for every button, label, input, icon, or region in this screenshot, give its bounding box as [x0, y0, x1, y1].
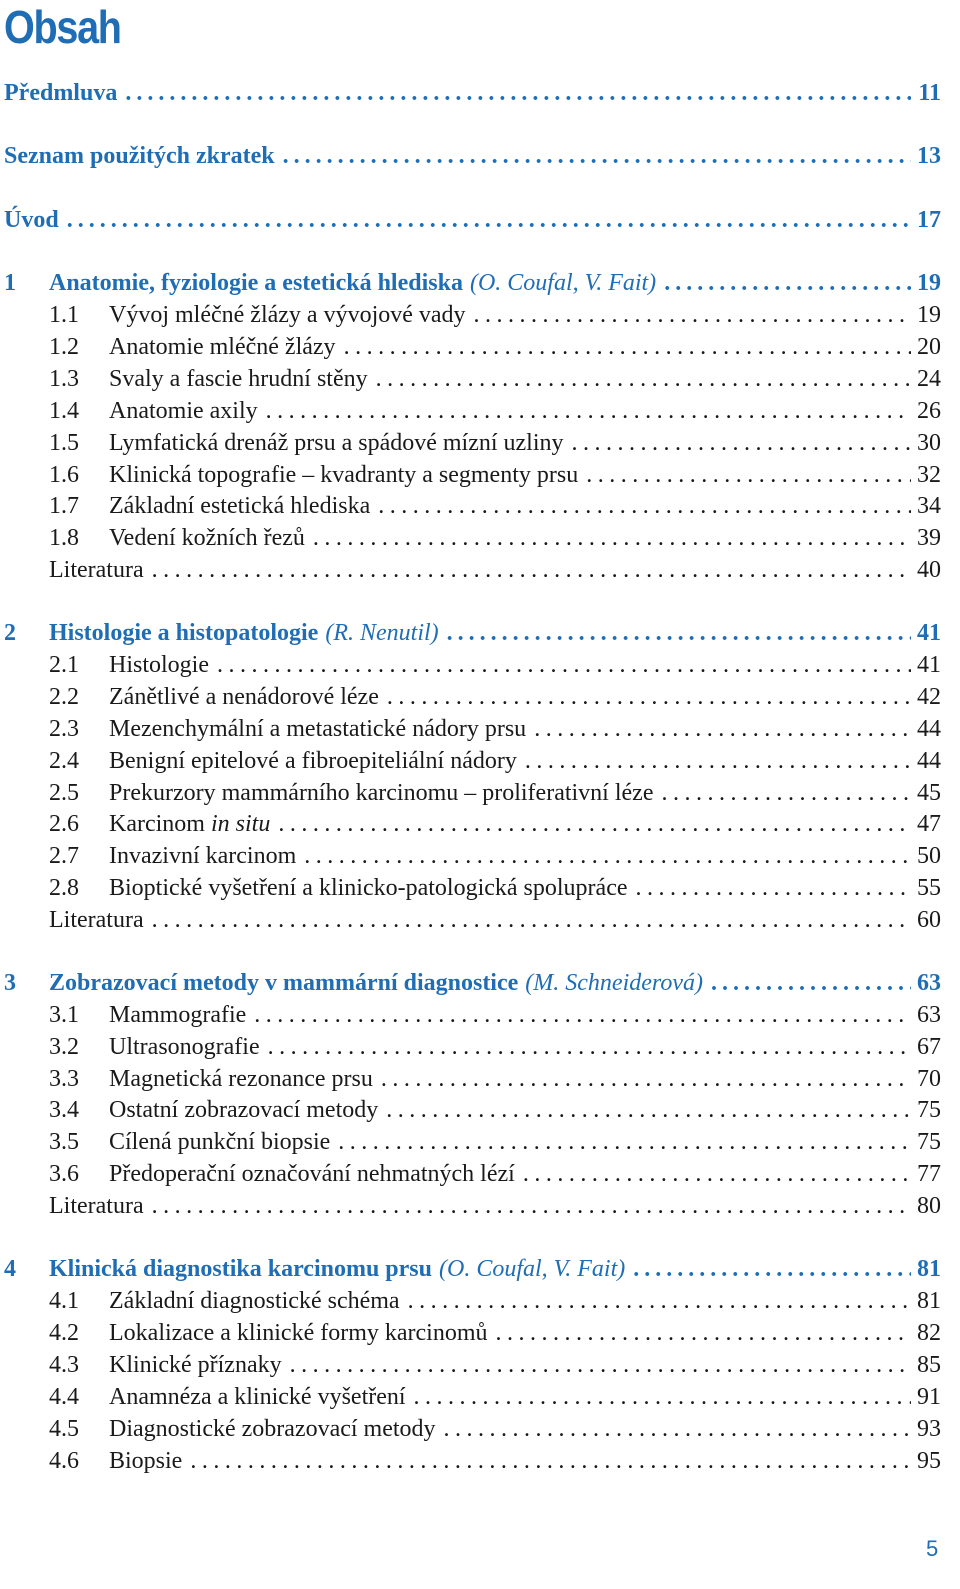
dot-leader — [268, 1032, 911, 1062]
toc-entry-chapter[interactable] — [4, 618, 941, 648]
dot-leader — [381, 1064, 911, 1094]
entry-title: Svaly a fascie hrudní stěny — [109, 366, 368, 392]
dot-leader — [152, 905, 911, 935]
toc-entry-lit[interactable] — [4, 555, 941, 585]
toc-entry-section[interactable] — [4, 682, 941, 712]
dot-leader — [387, 682, 911, 712]
dot-leader — [304, 841, 911, 871]
dot-leader — [408, 1286, 911, 1316]
dot-leader — [386, 1095, 911, 1125]
toc-entry-section[interactable] — [4, 1127, 941, 1157]
entry-title: Anatomie axily — [109, 398, 258, 424]
entry-title: Anatomie mléčné žlázy — [109, 334, 336, 360]
toc-entry-section[interactable] — [4, 1286, 941, 1316]
dot-leader — [474, 300, 911, 330]
entry-number: 3.4 — [49, 1097, 79, 1123]
entry-title: Zobrazovací metody v mammární diagnostice — [49, 970, 519, 996]
entry-title: Základní estetická hlediska — [109, 493, 371, 519]
toc-entry-section[interactable] — [4, 1064, 941, 1094]
entry-number: 1.8 — [49, 525, 79, 551]
dot-leader — [633, 1254, 911, 1284]
entry-page-number: 30 — [917, 430, 941, 456]
dot-leader — [378, 491, 911, 521]
entry-page-number: 19 — [917, 270, 941, 296]
entry-page-number: 95 — [917, 1448, 941, 1474]
entry-title: Úvod — [4, 207, 59, 233]
entry-title: Ultrasonografie — [109, 1034, 260, 1060]
entry-number: 4.3 — [49, 1352, 79, 1378]
entry-page-number: 70 — [917, 1066, 941, 1092]
dot-leader — [496, 1318, 911, 1348]
toc-entry-section[interactable] — [4, 809, 941, 839]
entry-number: 2.6 — [49, 811, 79, 837]
entry-title: Klinická diagnostika karcinomu prsu — [49, 1256, 432, 1282]
entry-page-number: 63 — [917, 1002, 941, 1028]
entry-page-number: 44 — [917, 748, 941, 774]
entry-page-number: 81 — [917, 1288, 941, 1314]
toc-entry-section[interactable] — [4, 1318, 941, 1348]
toc-entry-section[interactable] — [4, 714, 941, 744]
entry-page-number: 13 — [917, 143, 941, 169]
entry-number: 1.6 — [49, 462, 79, 488]
toc-entry-section[interactable] — [4, 396, 941, 426]
entry-title: Vedení kožních řezů — [109, 525, 305, 551]
entry-number: 3.3 — [49, 1066, 79, 1092]
entry-page-number: 77 — [917, 1161, 941, 1187]
toc-entry-section[interactable] — [4, 428, 941, 458]
entry-number: 2.4 — [49, 748, 79, 774]
entry-page-number: 26 — [917, 398, 941, 424]
entry-page-number: 41 — [917, 620, 941, 646]
dot-leader — [664, 268, 911, 298]
toc-entry-section[interactable] — [4, 1000, 941, 1030]
entry-number: 1.7 — [49, 493, 79, 519]
entry-page-number: 45 — [917, 780, 941, 806]
entry-number: 1.2 — [49, 334, 79, 360]
entry-page-number: 17 — [917, 207, 941, 233]
entry-title: Biopsie — [109, 1448, 183, 1474]
entry-number: 3.1 — [49, 1002, 79, 1028]
entry-page-number: 34 — [917, 493, 941, 519]
entry-number: 1.5 — [49, 430, 79, 456]
entry-number: 1.3 — [49, 366, 79, 392]
dot-leader — [152, 1191, 911, 1221]
dot-leader — [67, 205, 911, 235]
entry-title: Mammografie — [109, 1002, 247, 1028]
entry-number: 4.1 — [49, 1288, 79, 1314]
entry-page-number: 44 — [917, 716, 941, 742]
dot-leader — [338, 1127, 911, 1157]
entry-title: Diagnostické zobrazovací metody — [109, 1416, 436, 1442]
entry-page-number: 32 — [917, 462, 941, 488]
entry-number: 4.5 — [49, 1416, 79, 1442]
toc-entry-section[interactable] — [4, 650, 941, 680]
entry-number: 3 — [4, 970, 16, 996]
toc-entry-chapter[interactable] — [4, 268, 941, 298]
entry-title: Histologie — [109, 652, 209, 678]
entry-page-number: 67 — [917, 1034, 941, 1060]
dot-leader — [283, 141, 911, 171]
entry-title: Klinické příznaky — [109, 1352, 282, 1378]
entry-page-number: 81 — [917, 1256, 941, 1282]
entry-page-number: 47 — [917, 811, 941, 837]
dot-leader — [447, 618, 911, 648]
toc-entry-part[interactable] — [4, 141, 941, 171]
entry-number: 4 — [4, 1256, 16, 1282]
entry-number: 2.7 — [49, 843, 79, 869]
entry-title-suffix — [211, 809, 270, 839]
dot-leader — [636, 873, 911, 903]
entry-number: 2.3 — [49, 716, 79, 742]
entry-author: (R. Nenutil) — [325, 620, 439, 646]
entry-number: 1.1 — [49, 302, 79, 328]
entry-title: Karcinom — [109, 811, 205, 837]
toc-entry-section[interactable] — [4, 1032, 941, 1062]
dot-leader — [444, 1414, 911, 1444]
entry-title: Ostatní zobrazovací metody — [109, 1097, 379, 1123]
entry-author: (O. Coufal, V. Fait) — [439, 1256, 626, 1282]
dot-leader — [376, 364, 911, 394]
entry-page-number: 20 — [917, 334, 941, 360]
entry-number: 4.2 — [49, 1320, 79, 1346]
entry-number: 3.2 — [49, 1034, 79, 1060]
entry-title: Literatura — [49, 907, 144, 933]
entry-author: (M. Schneiderová) — [525, 970, 703, 996]
toc-entry-section[interactable] — [4, 300, 941, 330]
entry-title: Anatomie, fyziologie a estetická hlediska — [49, 270, 463, 296]
entry-page-number: 80 — [917, 1193, 941, 1219]
entry-page-number: 60 — [917, 907, 941, 933]
toc-entry-section[interactable] — [4, 746, 941, 776]
entry-page-number: 85 — [917, 1352, 941, 1378]
dot-leader — [278, 809, 911, 839]
entry-number: 2.2 — [49, 684, 79, 710]
entry-title: Bioptické vyšetření a klinicko-patologická spolupráce — [109, 875, 628, 901]
entry-page-number: 75 — [917, 1129, 941, 1155]
entry-number: 4.4 — [49, 1384, 79, 1410]
entry-number: 2.1 — [49, 652, 79, 678]
toc-entry-lit[interactable] — [4, 1191, 941, 1221]
dot-leader — [217, 650, 911, 680]
toc-entry-lit[interactable] — [4, 905, 941, 935]
entry-number: 1.4 — [49, 398, 79, 424]
entry-author: (O. Coufal, V. Fait) — [469, 270, 657, 296]
entry-page-number: 82 — [917, 1320, 941, 1346]
entry-number: 3.6 — [49, 1161, 79, 1187]
entry-title: Mezenchymální a metastatické nádory prsu — [109, 716, 527, 742]
toc-entry-part[interactable] — [4, 78, 941, 108]
page-number: 5 — [926, 1536, 939, 1561]
dot-leader — [125, 78, 911, 108]
entry-number: 4.6 — [49, 1448, 79, 1474]
toc-entry-section[interactable] — [4, 523, 941, 553]
entry-number: 2.5 — [49, 780, 79, 806]
toc-entry-section[interactable] — [4, 1095, 941, 1125]
toc-entry-section[interactable] — [4, 460, 941, 490]
entry-title: Základní diagnostické schéma — [109, 1288, 400, 1314]
toc-entry-section[interactable] — [4, 332, 941, 362]
entry-page-number: 55 — [917, 875, 941, 901]
toc-entry-section[interactable] — [4, 841, 941, 871]
dot-leader — [586, 460, 911, 490]
toc-entry-part[interactable] — [4, 205, 941, 235]
entry-page-number: 11 — [918, 80, 941, 106]
dot-leader — [572, 428, 911, 458]
page-title: Obsah — [4, 1, 121, 53]
entry-title: Prekurzory mammárního karcinomu – proliferativní léze — [109, 780, 654, 806]
dot-leader — [414, 1382, 911, 1412]
entry-page-number: 75 — [917, 1097, 941, 1123]
entry-title: Literatura — [49, 557, 144, 583]
entry-page-number: 40 — [917, 557, 941, 583]
entry-page-number: 19 — [917, 302, 941, 328]
dot-leader — [190, 1446, 911, 1476]
entry-title: Předoperační označování nehmatných lézí — [109, 1161, 515, 1187]
entry-title: Benigní epitelové a fibroepiteliální nádory — [109, 748, 517, 774]
entry-page-number: 93 — [917, 1416, 941, 1442]
entry-title: Předmluva — [4, 80, 118, 106]
entry-title: Klinická topografie – kvadranty a segmenty prsu — [109, 462, 579, 488]
entry-page-number: 63 — [917, 970, 941, 996]
entry-page-number: 41 — [917, 652, 941, 678]
entry-number: 2.8 — [49, 875, 79, 901]
entry-title: Lokalizace a klinické formy karcinomů — [109, 1320, 488, 1346]
dot-leader — [290, 1350, 911, 1380]
entry-title: Invazivní karcinom — [109, 843, 297, 869]
entry-title-italic: in situ — [210, 811, 271, 837]
entry-title: Literatura — [49, 1193, 144, 1219]
dot-leader — [711, 968, 911, 998]
toc-entry-section[interactable] — [4, 1382, 941, 1412]
entry-page-number: 24 — [917, 366, 941, 392]
entry-title: Seznam použitých zkratek — [4, 143, 275, 169]
entry-page-number: 39 — [917, 525, 941, 551]
dot-leader — [344, 332, 911, 362]
dot-leader — [254, 1000, 911, 1030]
entry-title: Anamnéza a klinické vyšetření — [109, 1384, 406, 1410]
toc-entry-section[interactable] — [4, 1414, 941, 1444]
dot-leader — [534, 714, 911, 744]
dot-leader — [313, 523, 911, 553]
entry-page-number: 91 — [917, 1384, 941, 1410]
toc-entry-section[interactable] — [4, 873, 941, 903]
toc-entry-chapter[interactable] — [4, 1254, 941, 1284]
entry-title: Zánětlivé a nenádorové léze — [109, 684, 379, 710]
entry-title: Magnetická rezonance prsu — [109, 1066, 373, 1092]
entry-page-number: 42 — [917, 684, 941, 710]
toc-entry-section[interactable] — [4, 364, 941, 394]
entry-number: 1 — [4, 270, 16, 296]
toc-entry-section[interactable] — [4, 491, 941, 521]
dot-leader — [523, 1159, 911, 1189]
toc-entry-section[interactable] — [4, 1446, 941, 1476]
entry-number: 2 — [4, 620, 16, 646]
entry-title: Lymfatická drenáž prsu a spádové mízní uzliny — [109, 430, 564, 456]
entry-title: Vývoj mléčné žlázy a vývojové vady — [109, 302, 466, 328]
dot-leader — [525, 746, 911, 776]
dot-leader — [266, 396, 911, 426]
entry-number: 3.5 — [49, 1129, 79, 1155]
toc-entry-section[interactable] — [4, 778, 941, 808]
entry-title: Histologie a histopatologie — [49, 620, 319, 646]
toc-entry-section[interactable] — [4, 1159, 941, 1189]
entry-title: Cílená punkční biopsie — [109, 1129, 331, 1155]
toc-entry-chapter[interactable] — [4, 968, 941, 998]
entry-page-number: 50 — [917, 843, 941, 869]
toc-entry-section[interactable] — [4, 1350, 941, 1380]
dot-leader — [661, 778, 911, 808]
dot-leader — [152, 555, 911, 585]
